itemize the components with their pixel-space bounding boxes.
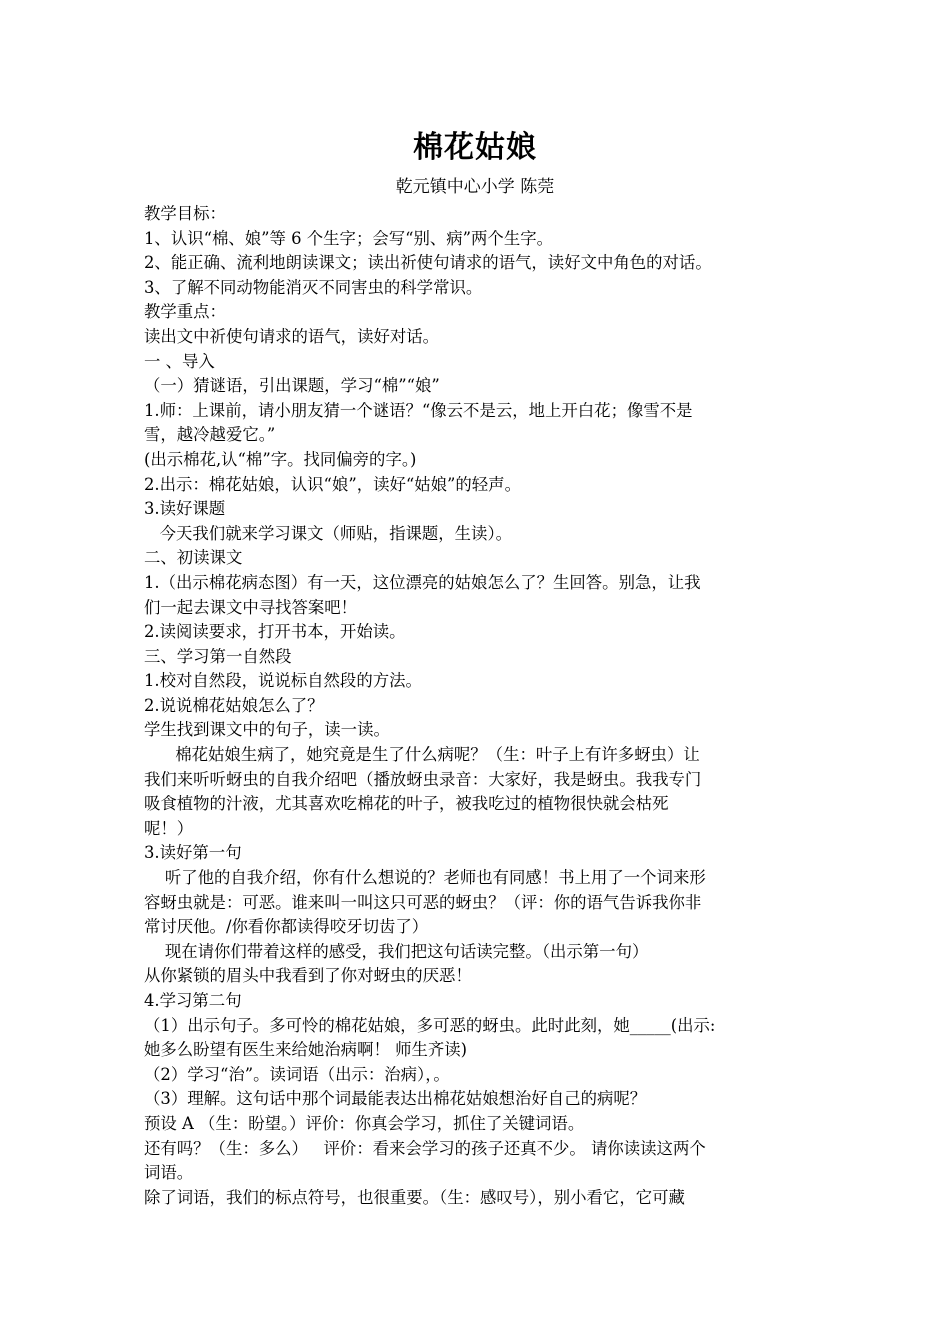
text-line: （2）学习“治”。读词语（出示：治病），。 [144, 1064, 450, 1084]
text-line: 3.读好第一句 [144, 843, 242, 863]
text-line: 学生找到课文中的句子，读一读。 [144, 720, 390, 740]
text-line: 2.读阅读要求，打开书本，开始读。 [144, 622, 406, 642]
text-line: （3）理解。这句话中那个词最能表达出棉花姑娘想治好自己的病呢？ [144, 1089, 647, 1109]
text-line: 2.出示：棉花姑娘，认识“娘”，读好“姑娘”的轻声。 [144, 474, 521, 494]
text-line: 词语。 [144, 1163, 194, 1183]
text-line: 呢！） [144, 818, 194, 838]
document-title: 棉花姑娘 [413, 130, 537, 165]
text-line: 容蚜虫就是：可恶。谁来叫一叫这只可恶的蚜虫？（评：你的语气告诉我你非 [144, 892, 702, 912]
text-line: 1.（出示棉花病态图）有一天，这位漂亮的姑娘怎么了？生回答。别急，让我 [144, 572, 701, 592]
text-line: 雪，越冷越爱它。” [144, 425, 276, 445]
text-line: 教学重点： [144, 302, 226, 322]
text-line: （一）猜谜语，引出课题，学习“棉”“娘” [144, 376, 440, 396]
document-body [144, 202, 814, 1210]
text-line: 吸食植物的汁液，尤其喜欢吃棉花的叶子，被我吃过的植物很快就会枯死 [144, 794, 669, 814]
text-line: 们一起去课文中寻找答案吧！ [144, 597, 358, 617]
text-line: 一 、导入 [144, 351, 215, 371]
text-line: 现在请你们带着这样的感受，我们把这句话读完整。（出示第一句） [144, 941, 649, 961]
text-line: 二、初读课文 [144, 548, 243, 568]
text-line: (出示棉花,认“棉”字。找同偏旁的字。) [144, 449, 417, 469]
text-line: 预设 A （生：盼望。）评价：你真会学习，抓住了关键词语。 [144, 1113, 585, 1133]
text-line: 1、认识“棉、娘”等 6 个生字；会写“别、病”两个生字。 [144, 228, 553, 248]
text-line: 读出文中祈使句请求的语气，读好对话。 [144, 326, 440, 346]
text-line: 听了他的自我介绍，你有什么想说的？老师也有同感！书上用了一个词来形 [144, 868, 706, 888]
document-subtitle: 乾元镇中心小学 陈莞 [395, 177, 555, 197]
text-line: 2、能正确、流利地朗读课文；读出祈使句请求的语气，读好文中角色的对话。 [144, 253, 712, 273]
text-line: 三、学习第一自然段 [144, 646, 292, 666]
text-line: （1）出示句子。多可怜的棉花姑娘，多可恶的蚜虫。此时此刻，她_____(出示: [144, 1015, 716, 1035]
text-line: 4.学习第二句 [144, 991, 242, 1010]
text-line: 还有吗？（生：多么） 评价：看来会学习的孩子还真不少。 请你读读这两个 [144, 1138, 706, 1158]
text-line: 3、了解不同动物能消灭不同害虫的科学常识。 [144, 277, 483, 297]
text-line: 今天我们就来学习课文（师贴，指课题，生读）。 [144, 523, 513, 543]
text-line: 我们来听听蚜虫的自我介绍吧（播放蚜虫录音：大家好，我是蚜虫。我我专门 [144, 769, 702, 789]
text-line: 1.师：上课前，请小朋友猜一个谜语？“像云不是云，地上开白花；像雪不是 [144, 400, 693, 420]
text-line: 常讨厌他。/你看你都读得咬牙切齿了） [144, 917, 429, 937]
text-line: 棉花姑娘生病了，她究竟是生了什么病呢？（生：叶子上有许多蚜虫）让 [144, 745, 700, 765]
text-line: 教学目标： [144, 204, 226, 223]
text-line: 除了词语，我们的标点符号，也很重要。（生：感叹号），别小看它，它可藏 [144, 1187, 685, 1207]
text-line: 2.说说棉花姑娘怎么了？ [144, 695, 324, 715]
text-line: 3.读好课题 [144, 499, 226, 519]
text-line: 从你紧锁的眉头中我看到了你对蚜虫的厌恶！ [144, 966, 472, 986]
text-line: 1.校对自然段，说说标自然段的方法。 [144, 671, 422, 691]
text-line: 她多么盼望有医生来给她治病啊！ 师生齐读) [144, 1040, 468, 1060]
